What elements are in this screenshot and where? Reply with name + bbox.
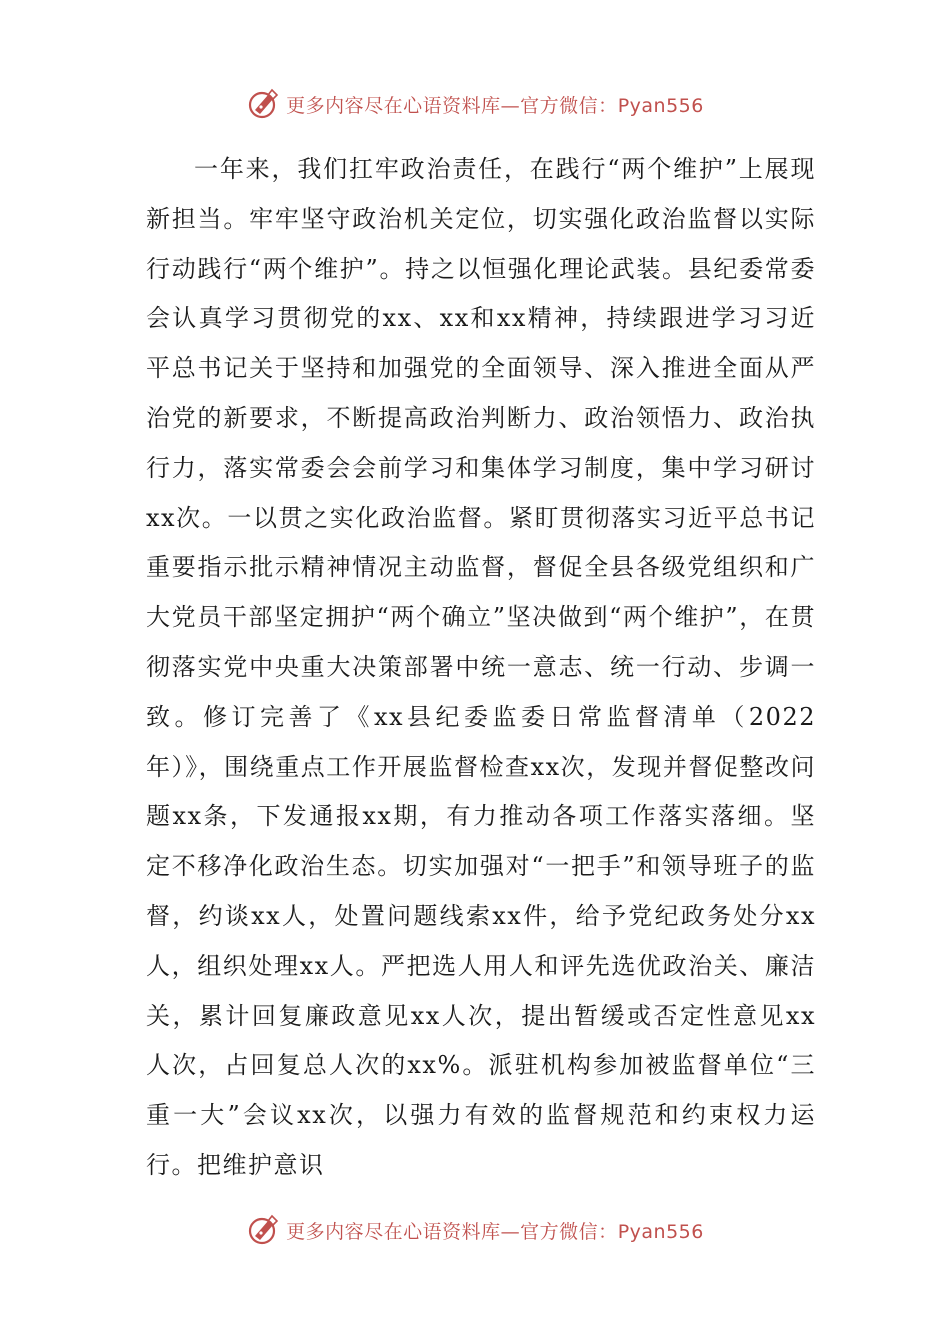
body-paragraph: 一年来，我们扛牢政治责任，在践行“两个维护”上展现新担当。牢牢坚守政治机关定位，切实强化政治监督以实际行动践行“两个维护”。持之以恒强化理论武装。县纪委常委会认真学习贯彻党的xx、xx和xx精神，持续跟进学习习近平总书记关于坚持和加强党的全面领导、深入推进全面从严治党的新要求，不断提高政治判断力、政治领悟力、政治执行力，落实常委会会前学习和集体学习制度，集中学习研讨xx次。一以贯之实化政治监督。紧盯贯彻落实习近平总书记重要指示批示精神情况主动监督，督促全县各级党组织和广大党员干部坚定拥护“两个确立”坚决做到“两个维护”，在贯彻落实党中央重大决策部署中统一意志、统一行动、步调一致。修订完善了《xx县纪委监委日常监督清单（2022年）》，围绕重点工作开展监督检查xx次，发现并督促整改问题xx条，下发通报xx期，有力推动各项工作落实落细。坚定不移净化政治生态。切实加强对“一把手”和领导班子的监督，约谈xx人，处置问题线索xx件，给予党纪政务处分xx人，组织处理xx人。严把选人用人和评先选优政治关、廉洁关，累计回复廉政意见xx人次，提出暂缓或否定性意见xx人次，占回复总人次的xx%。派驻机构参加被监督单位“三重一大”会议xx次，以强力有效的监督规范和约束权力运行。把维护意识 bbox=[146, 155, 816, 1179]
footer-watermark bbox=[0, 1210, 950, 1250]
watermark-channel: 官方微信： bbox=[520, 1220, 618, 1243]
header-watermark bbox=[0, 84, 950, 124]
watermark-brand: 更多内容尽在心语资料库 bbox=[286, 94, 501, 117]
watermark-id: Pyan556 bbox=[617, 1220, 704, 1243]
document-body bbox=[146, 145, 816, 1195]
watermark-dash: — bbox=[500, 94, 521, 117]
watermark-id: Pyan556 bbox=[617, 94, 704, 117]
pen-nib-circle-icon bbox=[246, 86, 282, 122]
watermark-brand: 更多内容尽在心语资料库 bbox=[286, 1220, 501, 1243]
watermark-channel: 官方微信： bbox=[520, 94, 618, 117]
pen-nib-circle-icon bbox=[246, 1212, 282, 1248]
watermark-dash: — bbox=[500, 1220, 521, 1243]
